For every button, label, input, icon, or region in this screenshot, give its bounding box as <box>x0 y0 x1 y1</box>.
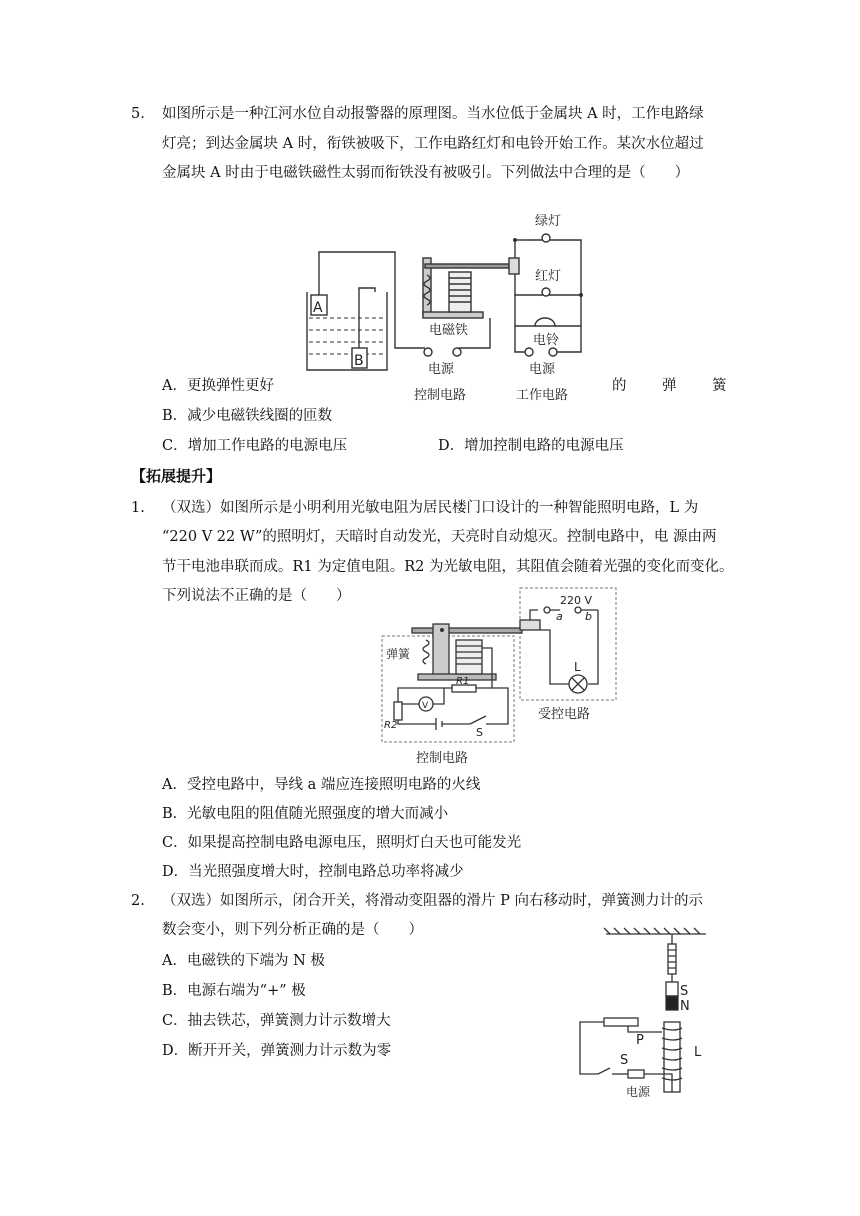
option-b: B．减少电磁铁线圈的匝数 <box>162 408 333 424</box>
r1-label: R1 <box>456 676 470 687</box>
option-a-tail: 的 <box>612 378 627 394</box>
spring-scale-electromagnet-figure <box>570 924 720 1104</box>
option-b: B．光敏电阻的阻值随光照强度的增大而减小 <box>162 806 449 822</box>
option-c: C．如果提高控制电路电源电压，照明灯白天也可能发光 <box>162 835 522 851</box>
control-circuit-label: 控制电路 <box>416 751 469 766</box>
question-number: 5. <box>131 106 145 122</box>
control-circuit-label: 控制电路 <box>414 388 467 403</box>
question-text-line: 如图所示是一种江河水位自动报警器的原理图。当水位低于金属块 A 时，工作电路绿 <box>162 106 704 122</box>
light-control-circuit-figure <box>378 584 620 770</box>
option-b: B．电源右端为“+” 极 <box>162 983 306 999</box>
question-text-line: （双选）如图所示，闭合开关，将滑动变阻器的滑片 P 向右移动时，弹簧测力计的示 <box>162 893 703 909</box>
question-text-line: 数会变小，则下列分析正确的是（ ） <box>162 922 423 938</box>
question-text-line: “220 V 22 W”的照明灯，天暗时自动发光，天亮时自动熄灭。控制电路中，电 源由两 <box>162 529 717 545</box>
question-text-line: （双选）如图所示是小明利用光敏电阻为居民楼门口设计的一种智能照明电路，L 为 <box>162 500 699 516</box>
s-pole-label: S <box>680 984 689 999</box>
power-label: 电源 <box>529 362 556 377</box>
option-d: D．增加控制电路的电源电压 <box>438 438 624 454</box>
voltmeter-label: V <box>422 701 429 711</box>
power-label: 电源 <box>626 1085 651 1099</box>
terminal-a-label: a <box>556 610 563 623</box>
switch-label: S <box>476 726 483 739</box>
coil-label: L <box>694 1045 702 1060</box>
slider-label: P <box>636 1033 644 1048</box>
r2-label: R2 <box>384 720 398 731</box>
switch-label: S <box>620 1053 629 1068</box>
water-alarm-circuit-figure <box>295 200 595 410</box>
power-label: 电源 <box>428 362 455 377</box>
option-a-tail: 弹 <box>662 378 677 394</box>
option-d: D．断开开关，弹簧测力计示数为零 <box>162 1043 392 1059</box>
option-a-tail: 簧 <box>712 378 727 394</box>
question-text-line: 下列说法不正确的是（ ） <box>162 588 351 604</box>
option-a: A．受控电路中，导线 a 端应连接照明电路的火线 <box>162 777 481 793</box>
block-a-label: A <box>313 300 323 316</box>
block-b-label: B <box>354 353 364 369</box>
option-a: A．更换弹性更好 <box>162 378 274 394</box>
question-number: 2. <box>131 893 145 909</box>
question-text-line: 灯亮；到达金属块 A 时，衔铁被吸下，工作电路红灯和电铃开始工作。某次水位超过 <box>162 136 704 152</box>
n-pole-label: N <box>680 999 690 1014</box>
question-text-line: 节干电池串联而成。R1 为定值电阻。R2 为光敏电阻，其阻值会随着光强的变化而变化。 <box>162 559 734 575</box>
red-lamp-label: 红灯 <box>535 269 562 284</box>
voltage-label: 220 V <box>560 594 593 607</box>
option-c: C．增加工作电路的电源电压 <box>162 438 348 454</box>
section-heading: 【拓展提升】 <box>131 467 222 485</box>
option-c: C．抽去铁芯，弹簧测力计示数增大 <box>162 1013 391 1029</box>
spring-label: 弹簧 <box>386 647 411 661</box>
bell-label: 电铃 <box>533 333 560 348</box>
option-d: D．当光照强度增大时，控制电路总功率将减少 <box>162 864 464 880</box>
green-lamp-label: 绿灯 <box>535 214 562 229</box>
question-number: 1. <box>131 500 145 516</box>
electromagnet-label: 电磁铁 <box>429 323 469 338</box>
lamp-label: L <box>574 660 581 674</box>
work-circuit-label: 工作电路 <box>516 388 569 403</box>
terminal-b-label: b <box>585 610 592 623</box>
option-a: A．电磁铁的下端为 N 极 <box>162 953 325 969</box>
controlled-circuit-label: 受控电路 <box>538 707 591 722</box>
question-text-line: 金属块 A 时由于电磁铁磁性太弱而衔铁没有被吸引。下列做法中合理的是（ ） <box>162 165 690 181</box>
